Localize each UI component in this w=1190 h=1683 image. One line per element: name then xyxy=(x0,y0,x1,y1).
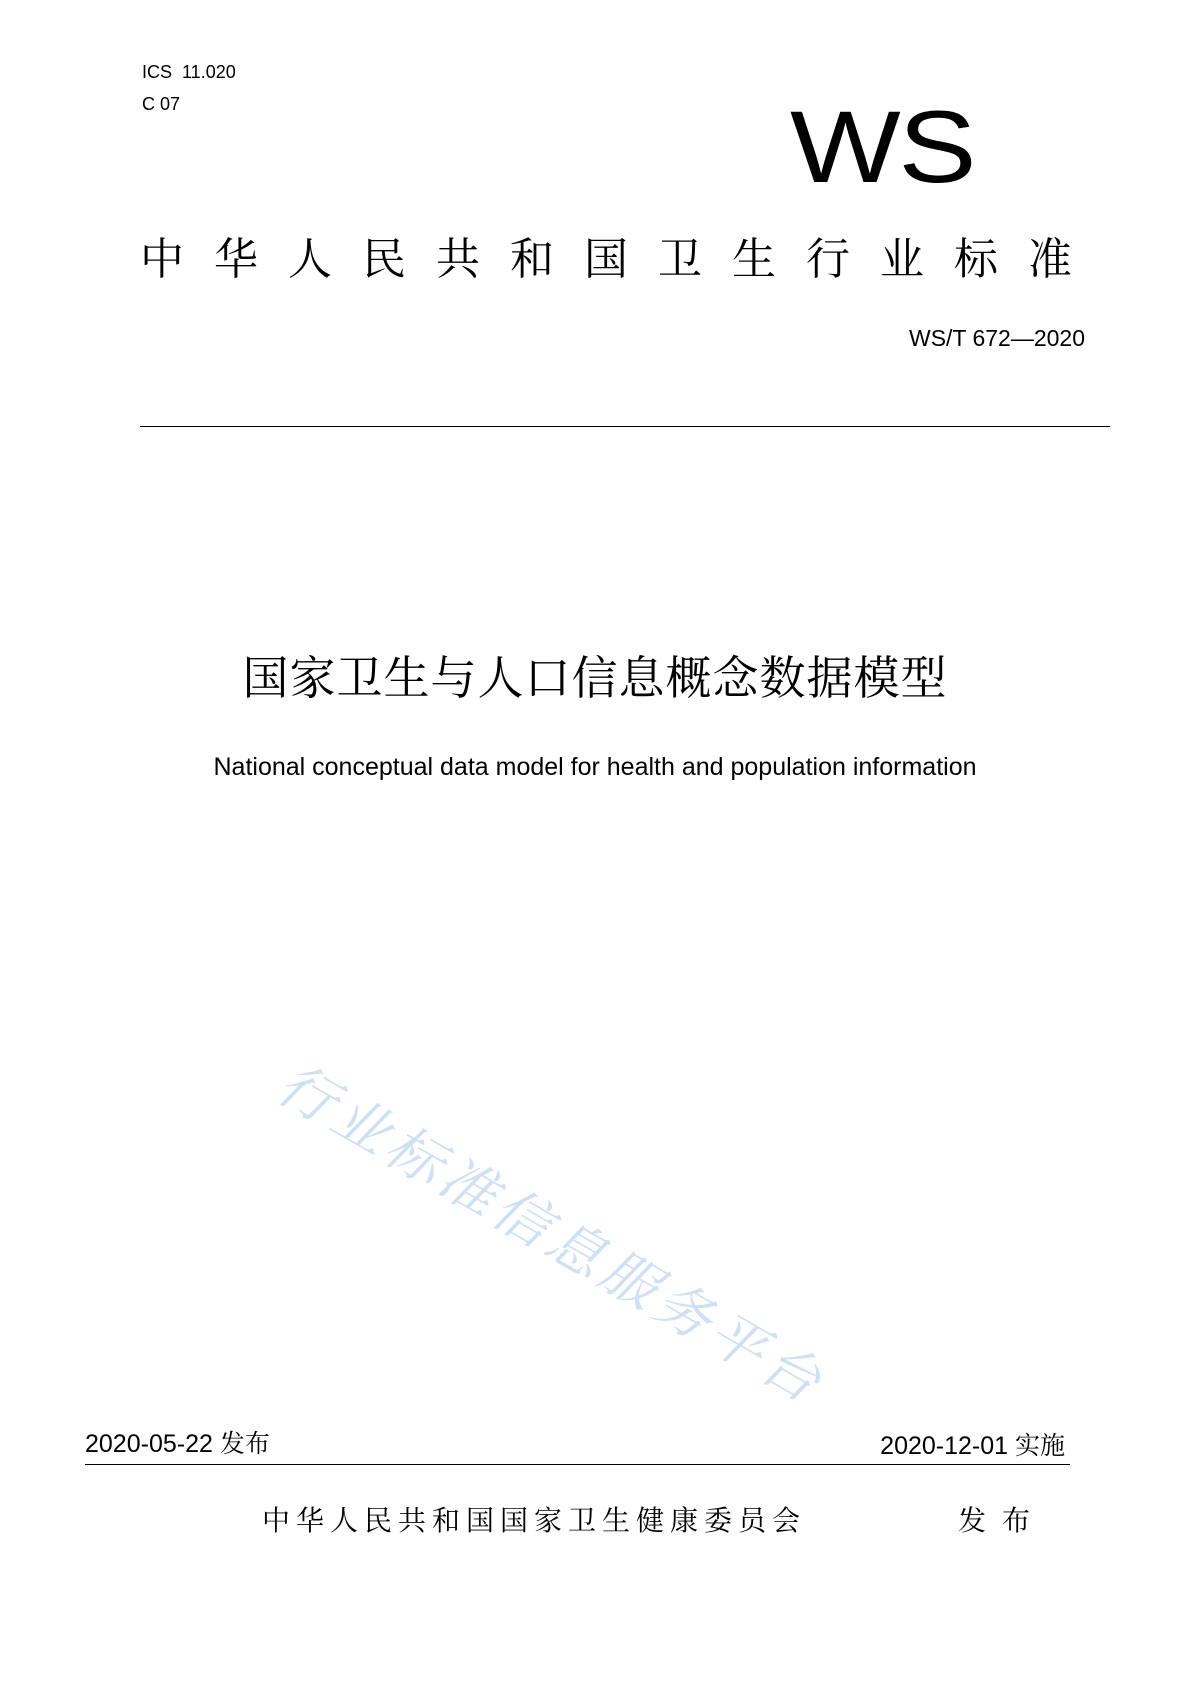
standard-title: 中华人民共和国卫生行业标准 xyxy=(140,234,1102,285)
standard-code: WS/T 672—2020 xyxy=(908,325,1085,351)
document-title-english: National conceptual data model for health and population information xyxy=(213,753,977,781)
issue-date: 2020-05-22 发布 xyxy=(85,1430,270,1458)
top-divider xyxy=(140,426,1110,427)
ccs-code: C 07 xyxy=(142,94,181,114)
document-title-chinese: 国家卫生与人口信息概念数据模型 xyxy=(242,651,948,705)
issuing-authority: 中华人民共和国国家卫生健康委员会 xyxy=(262,1504,807,1537)
implementation-date: 2020-12-01 实施 xyxy=(880,1432,1065,1460)
watermark: 行业标准信息服务平台 xyxy=(266,1051,836,1419)
ics-code: ICS 11.020 xyxy=(142,62,236,82)
bottom-divider xyxy=(85,1464,1070,1465)
issue-label: 发布 xyxy=(958,1504,1047,1537)
ws-logo: WS xyxy=(790,90,975,204)
